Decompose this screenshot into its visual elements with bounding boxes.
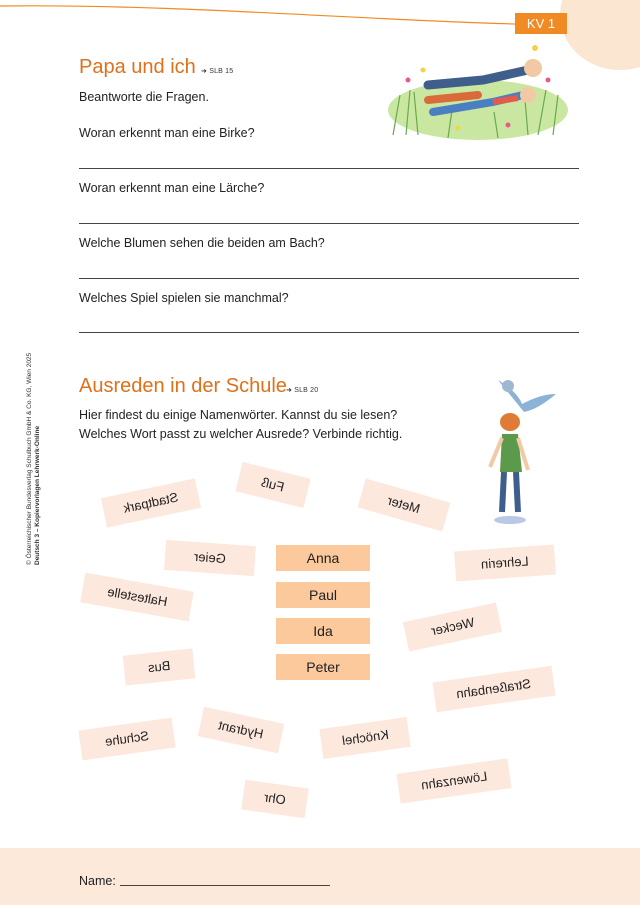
product-text: Deutsch 3 – Kopiervorlagen Lehrwerk-Online — [34, 425, 41, 565]
section1-title: Papa und ich — [79, 56, 196, 78]
word-card-fuss[interactable]: Fuß — [235, 462, 310, 508]
word-card-loewenzahn[interactable]: Löwenzahn — [396, 758, 511, 803]
meadow-illustration — [388, 40, 568, 140]
answer-line-3[interactable] — [79, 278, 579, 279]
bird-boy-illustration — [480, 372, 560, 527]
word-card-haltestelle[interactable]: Haltestelle — [80, 573, 194, 622]
answer-line-1[interactable] — [79, 168, 579, 169]
name-label: Name: — [79, 874, 116, 888]
section1-instruction: Beantworte die Fragen. — [79, 90, 209, 104]
answer-line-4[interactable] — [79, 332, 579, 333]
answer-line-2[interactable] — [79, 223, 579, 224]
copyright-text: © Österreichischer Bundesverlag Schulbuch GmbH & Co. KG, Wien 2025 — [26, 352, 33, 565]
word-card-schuhe[interactable]: Schuhe — [78, 718, 175, 761]
word-card-knoechel[interactable]: Knöchel — [319, 717, 410, 759]
section2-reference: ➜ SLB 20 — [286, 387, 319, 394]
name-card-paul[interactable]: Paul — [276, 582, 370, 608]
section2-instruction-1: Hier findest du einige Namenwörter. Kannst du sie lesen? — [79, 408, 398, 422]
name-card-peter[interactable]: Peter — [276, 654, 370, 680]
footer — [0, 848, 640, 905]
word-card-geier[interactable]: Geier — [164, 540, 256, 576]
word-card-ohr[interactable]: Ohr — [241, 780, 309, 819]
question-4: Welches Spiel spielen sie manchmal? — [79, 291, 289, 305]
question-3: Welche Blumen sehen die beiden am Bach? — [79, 236, 325, 250]
word-card-bus[interactable]: Bus — [123, 648, 196, 685]
name-input-line[interactable] — [120, 885, 330, 886]
word-card-strassenbahn[interactable]: Straßenbahn — [432, 666, 555, 712]
name-card-ida[interactable]: Ida — [276, 618, 370, 644]
word-card-wecker[interactable]: Wecker — [403, 602, 502, 651]
name-card-anna[interactable]: Anna — [276, 545, 370, 571]
section1-reference: ➜ SLB 15 — [201, 68, 234, 75]
word-card-stadtpark[interactable]: Stadtpark — [101, 478, 201, 527]
question-2: Woran erkennt man eine Lärche? — [79, 181, 265, 195]
kv-badge: KV 1 — [515, 13, 567, 34]
word-card-meter[interactable]: Meter — [358, 478, 451, 531]
question-1: Woran erkennt man eine Birke? — [79, 126, 255, 140]
word-card-lehrerin[interactable]: Lehrerin — [454, 545, 556, 582]
word-card-hydrant[interactable]: Hydrant — [198, 707, 284, 753]
section2-title: Ausreden in der Schule — [79, 375, 287, 397]
copyright-sidebar — [26, 265, 42, 565]
section2-instruction-2: Welches Wort passt zu welcher Ausrede? Verbinde richtig. — [79, 427, 403, 441]
